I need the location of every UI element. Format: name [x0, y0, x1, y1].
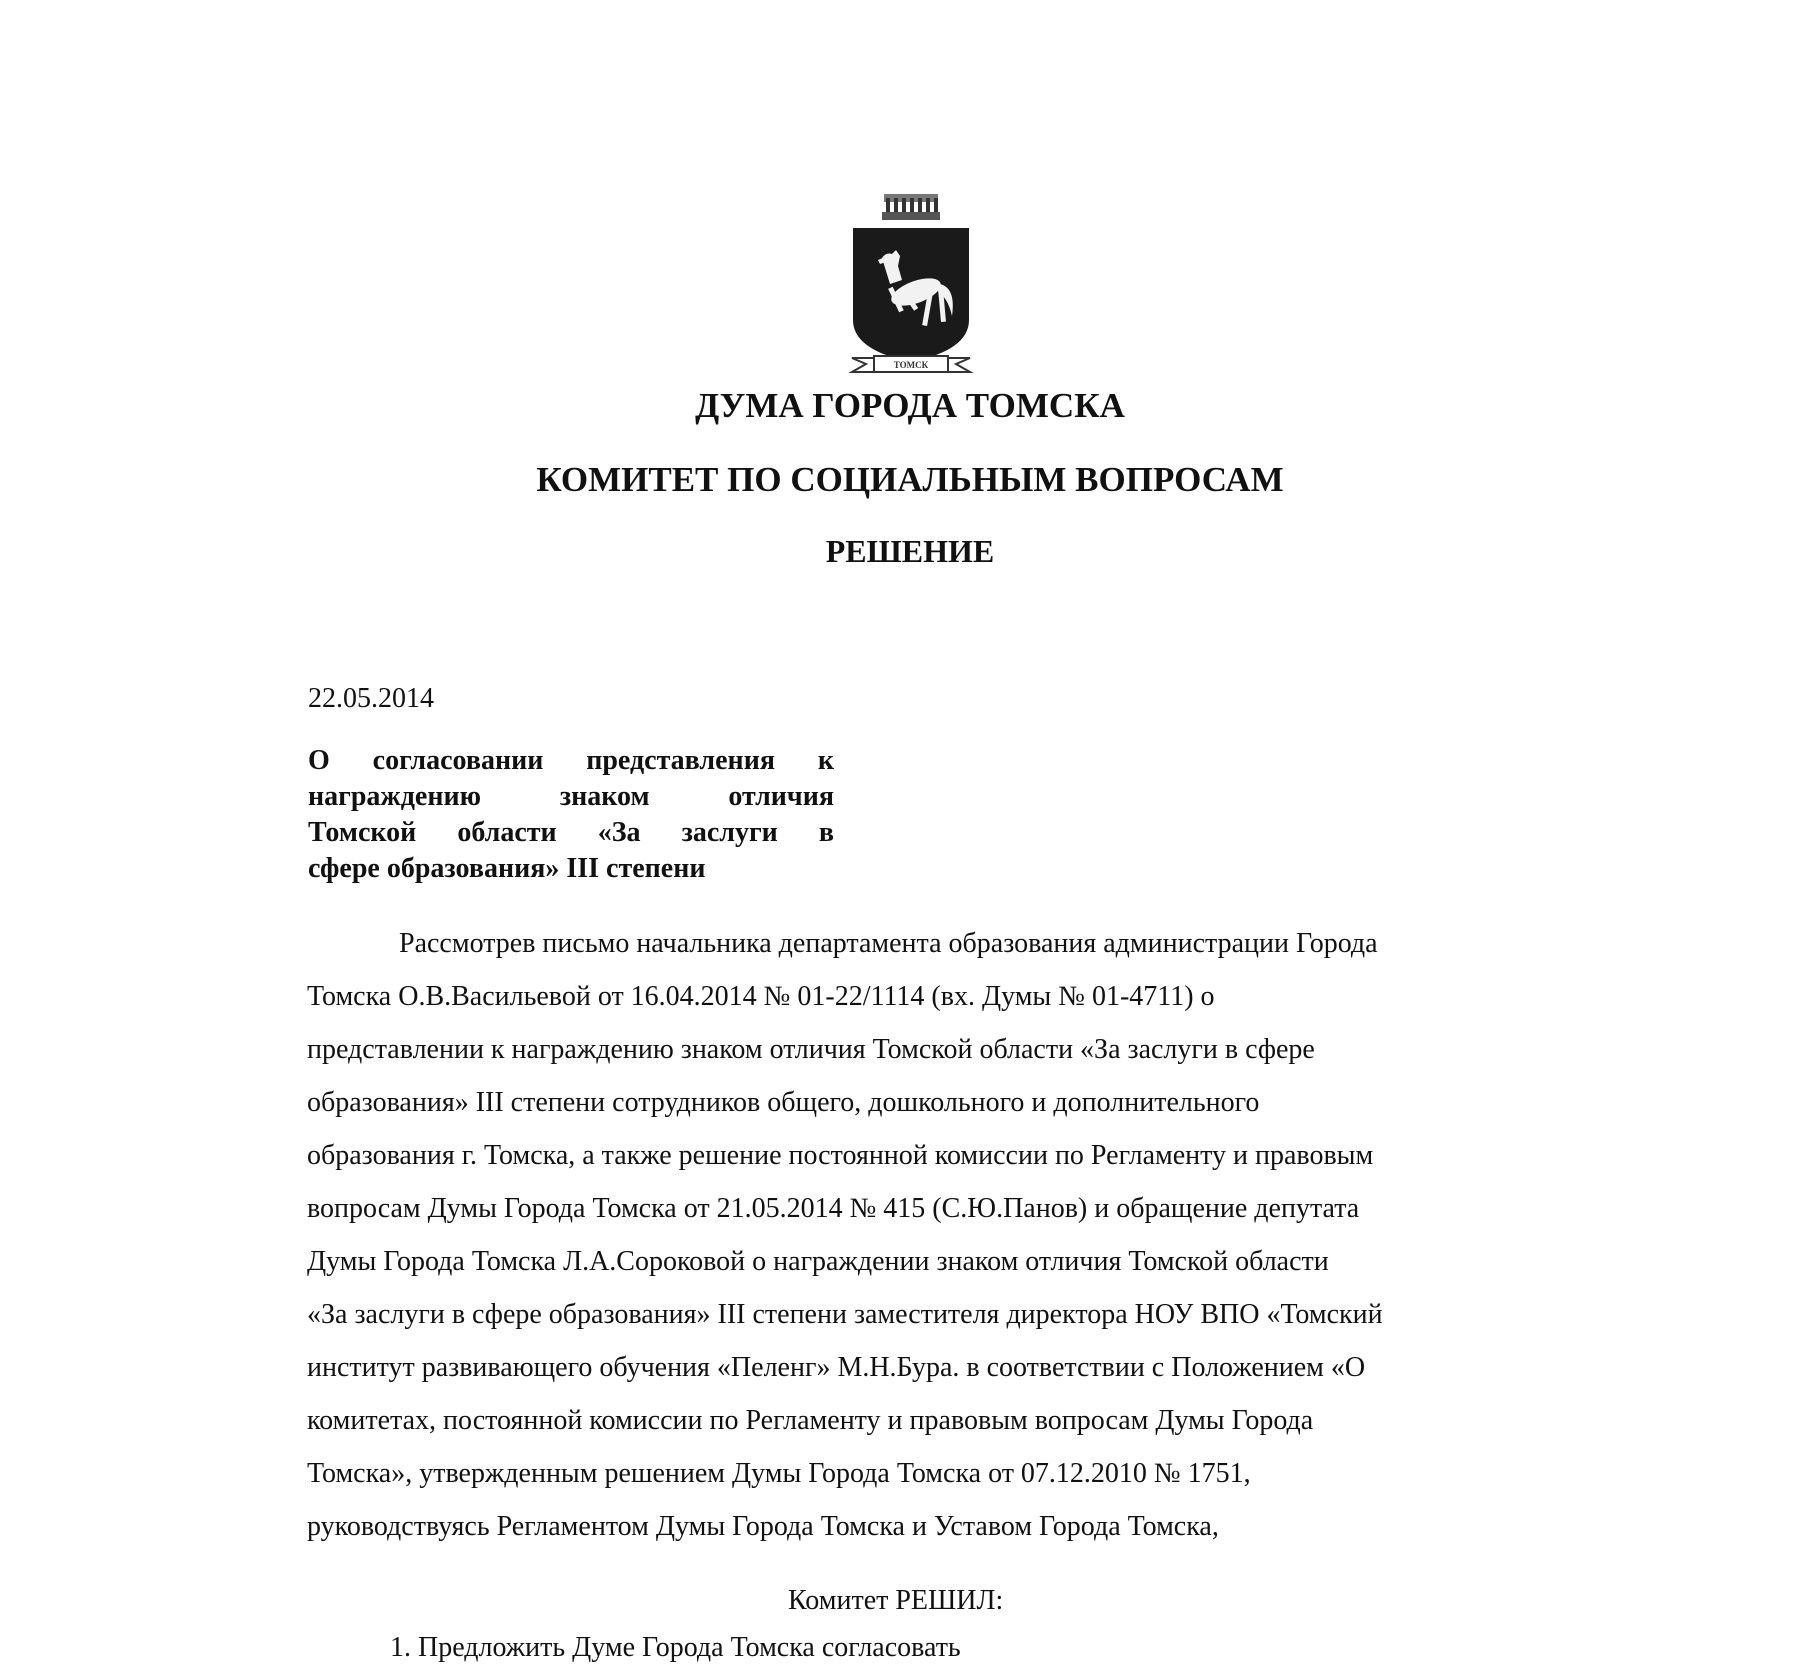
resolution-heading: Комитет РЕШИЛ: — [788, 1585, 1004, 1616]
body-line: институт развивающего обучения «Пеленг» М.Н.Бура. в соответствии с Положением «О — [307, 1352, 1366, 1383]
body-line: Томска О.В.Васильевой от 16.04.2014 № 01-22/1114 (вх. Думы № 01-4711) о — [307, 981, 1215, 1012]
body-line: Рассмотрев письмо начальника департамента образования администрации Города — [399, 928, 1378, 959]
resolution-item-1: 1. Предложить Думе Города Томска согласовать — [390, 1632, 961, 1663]
body-line: Думы Города Томска Л.А.Сороковой о награждении знаком отличия Томской области — [307, 1246, 1329, 1277]
document-subject — [308, 743, 834, 887]
committee-title: КОМИТЕТ ПО СОЦИАЛЬНЫМ ВОПРОСАМ — [536, 460, 1284, 499]
document-type-title: РЕШЕНИЕ — [825, 533, 995, 569]
ribbon-icon — [852, 356, 970, 372]
body-line: представлении к награждению знаком отличия Томской области «За заслуги в сфере — [307, 1034, 1315, 1065]
body-line: образования г. Томска, а также решение постоянной комиссии по Регламенту и правовым — [307, 1140, 1374, 1171]
tomsk-coat-of-arms-icon — [848, 192, 974, 384]
subject-line: награждению знаком отличия — [308, 781, 834, 812]
subject-line: Томской области «За заслуги в — [308, 817, 834, 848]
ribbon-text: ТОМСК — [893, 360, 929, 370]
body-paragraph — [307, 917, 1407, 1553]
organization-title: ДУМА ГОРОДА ТОМСКА — [695, 386, 1125, 425]
body-line: образования» III степени сотрудников общего, дошкольного и дополнительного — [307, 1087, 1260, 1118]
crown-icon — [882, 194, 940, 220]
body-line: вопросам Думы Города Томска от 21.05.2014 № 415 (С.Ю.Панов) и обращение депутата — [307, 1193, 1360, 1224]
document-date: 22.05.2014 — [308, 683, 434, 714]
subject-line: сфере образования» III степени — [308, 853, 706, 884]
subject-line: О согласовании представления к — [308, 745, 834, 776]
body-line: «За заслуги в сфере образования» III степени заместителя директора НОУ ВПО «Томский — [307, 1299, 1383, 1330]
body-line: руководствуясь Регламентом Думы Города Томска и Уставом Города Томска, — [307, 1511, 1219, 1542]
body-line: Томска», утвержденным решением Думы Города Томска от 07.12.2010 № 1751, — [307, 1458, 1251, 1489]
body-line: комитетах, постоянной комиссии по Регламенту и правовым вопросам Думы Города — [307, 1405, 1314, 1436]
